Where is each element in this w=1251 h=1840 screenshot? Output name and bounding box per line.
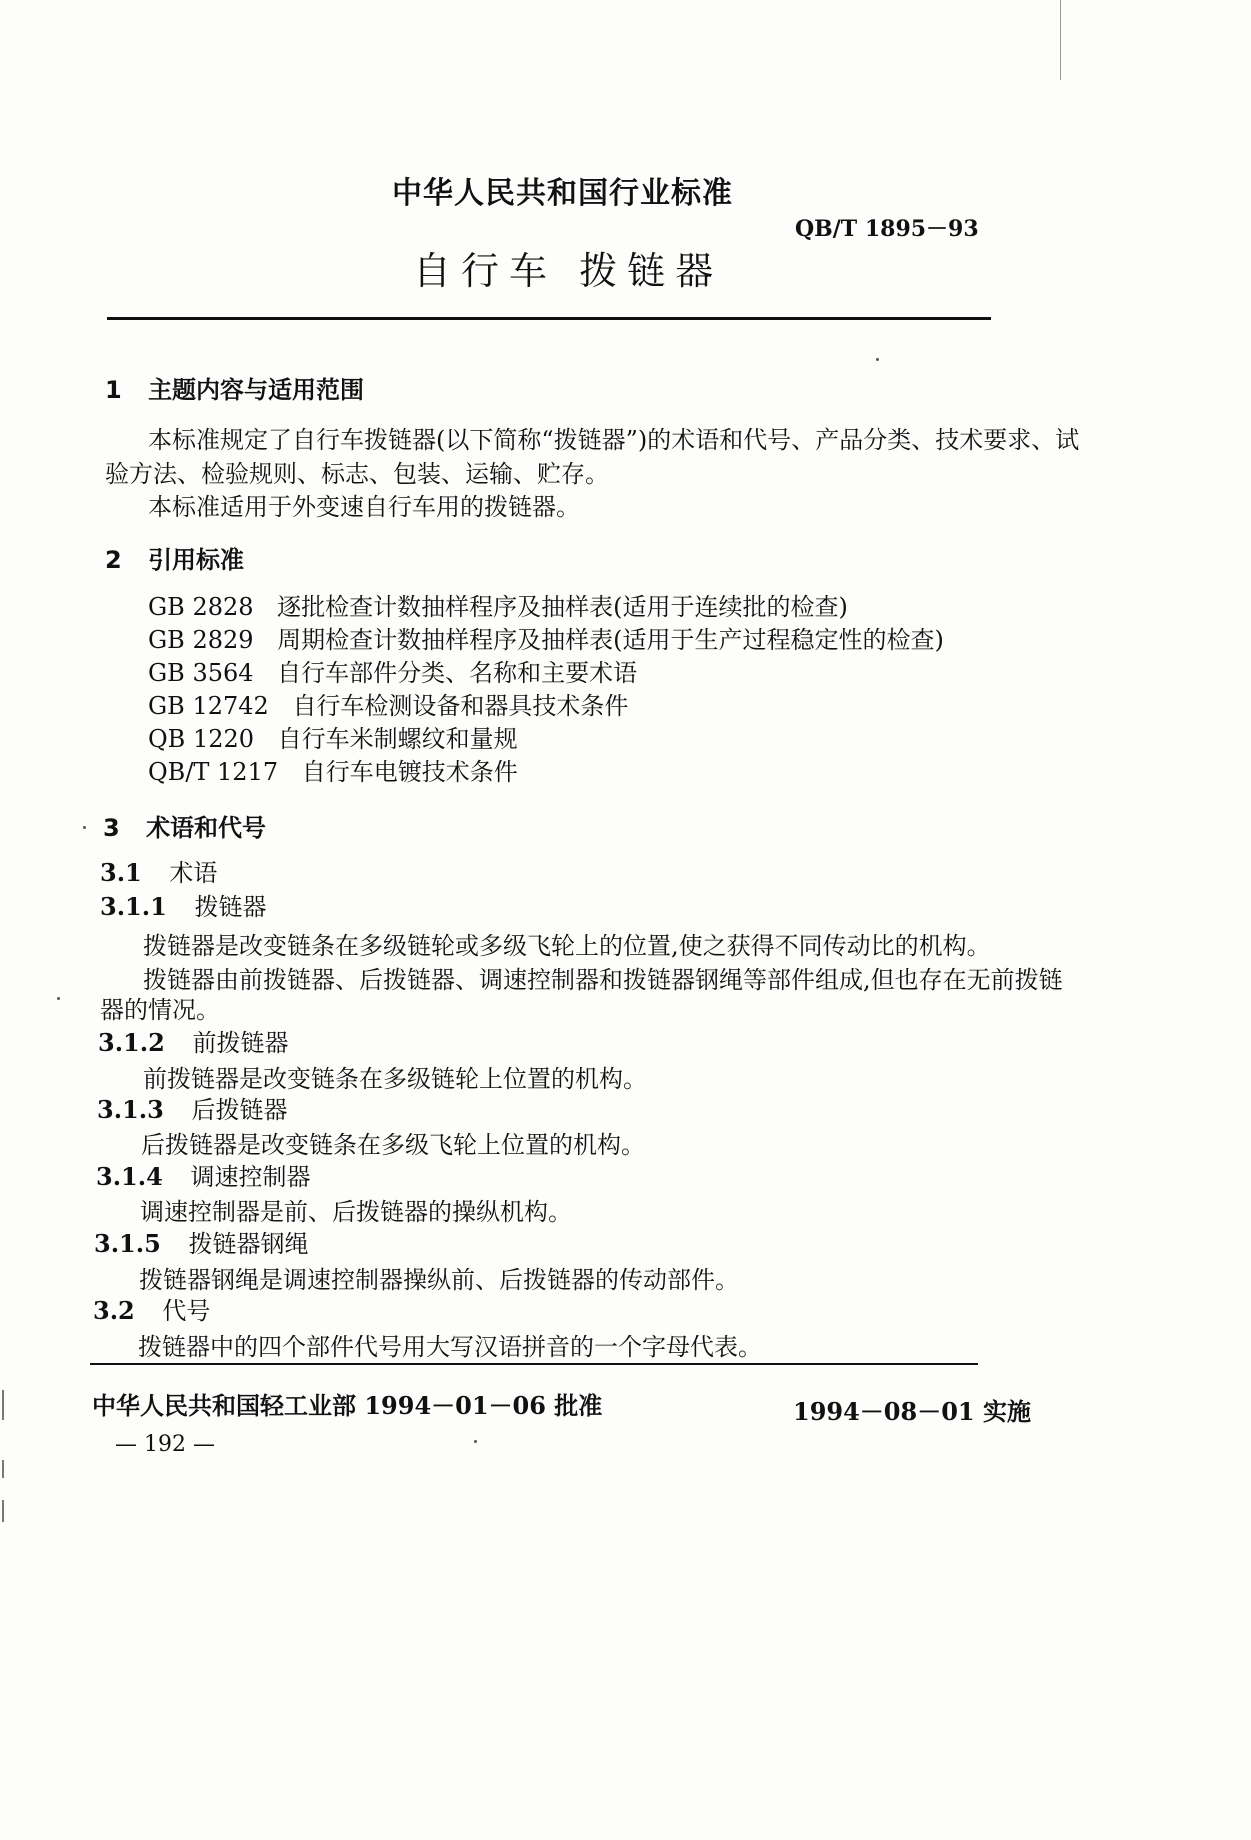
subsection-title: 后拨链器 (191, 1096, 288, 1124)
scan-edge-mark (2, 1500, 4, 1522)
scan-edge-mark (2, 1460, 4, 1478)
paragraph: 本标准适用于外变速自行车用的拨链器。 (148, 493, 580, 521)
document-title: 自行车 拨链器 (413, 249, 724, 293)
subsection-number: 3.1.3 (97, 1095, 164, 1124)
scan-speck (83, 826, 86, 829)
reference-name: 自行车部件分类、名称和主要术语 (277, 659, 638, 687)
paragraph: 调速控制器是前、后拨链器的操纵机构。 (140, 1198, 572, 1226)
subsection-title: 拨链器 (194, 893, 267, 921)
scan-speck (474, 1440, 477, 1443)
paragraph: 拨链器由前拨链器、后拨链器、调速控制器和拨链器钢绳等部件组成,但也存在无前拨链 (143, 966, 1063, 994)
paragraph: 器的情况。 (100, 996, 220, 1024)
section-title: 术语和代号 (146, 814, 267, 842)
paragraph: 验方法、检验规则、标志、包装、运输、贮存。 (105, 460, 609, 488)
subsection-heading (98, 1023, 288, 1063)
section-number: 3 (103, 814, 120, 842)
page-number: — 192 — (115, 1432, 215, 1457)
reference-name: 自行车检测设备和器具技术条件 (292, 692, 629, 720)
reference-name: 自行车米制螺纹和量规 (277, 725, 518, 753)
subsection-heading (96, 1157, 310, 1197)
subsection-title: 调速控制器 (190, 1163, 311, 1191)
subsection-number: 3.1.2 (98, 1028, 165, 1057)
section-title: 主题内容与适用范围 (148, 376, 365, 404)
paragraph: 后拨链器是改变链条在多级飞轮上位置的机构。 (141, 1131, 645, 1159)
footer-rule (90, 1363, 978, 1365)
reference-name: 逐批检查计数抽样程序及抽样表(适用于连续批的检查) (277, 593, 848, 621)
reference-code: QB 1220 (148, 725, 255, 753)
reference-code: GB 2829 (148, 626, 254, 654)
subsection-title: 代号 (162, 1297, 211, 1325)
scan-speck (876, 358, 879, 361)
subsection-heading (94, 1224, 308, 1264)
subsection-number: 3.2 (93, 1296, 135, 1325)
subsection-number: 3.1 (100, 858, 142, 887)
section-1-heading (105, 370, 364, 405)
paragraph: 拨链器中的四个部件代号用大写汉语拼音的一个字母代表。 (138, 1333, 762, 1361)
paragraph: 本标准规定了自行车拨链器(以下简称“拨链器”)的术语和代号、产品分类、技术要求、试 (148, 426, 1080, 454)
subsection-number: 3.1.1 (100, 892, 167, 921)
subsection-title: 前拨链器 (192, 1029, 289, 1057)
subsection-number: 3.1.5 (94, 1229, 161, 1258)
subsection-heading (100, 887, 266, 927)
section-3-heading (103, 808, 266, 843)
reference-code: GB 12742 (148, 692, 269, 720)
section-title: 引用标准 (148, 546, 245, 574)
effective-date: 1994－08－01 实施 (793, 1397, 1031, 1426)
reference-code: GB 2828 (148, 593, 254, 621)
scan-edge-mark (2, 1390, 4, 1420)
standard-code: QB/T 1895－93 (795, 216, 979, 242)
subsection-title: 拨链器钢绳 (188, 1230, 309, 1258)
reference-item (148, 752, 518, 792)
standard-agency: 中华人民共和国行业标准 (392, 176, 733, 211)
reference-name: 自行车电镀技术条件 (301, 758, 518, 786)
header-rule (107, 317, 991, 320)
subsection-heading (93, 1291, 210, 1331)
scan-speck (57, 997, 60, 1000)
paragraph: 前拨链器是改变链条在多级链轮上位置的机构。 (143, 1065, 647, 1093)
reference-code: GB 3564 (148, 659, 254, 687)
subsection-heading (97, 1090, 287, 1130)
paragraph: 拨链器是改变链条在多级链轮或多级飞轮上的位置,使之获得不同传动比的机构。 (143, 932, 991, 960)
approval-line: 中华人民共和国轻工业部 1994－01－06 批准 (92, 1391, 603, 1420)
paragraph: 拨链器钢绳是调速控制器操纵前、后拨链器的传动部件。 (139, 1266, 739, 1294)
section-number: 1 (105, 376, 122, 404)
section-2-heading (105, 540, 244, 575)
subsection-title: 术语 (169, 859, 218, 887)
reference-name: 周期检查计数抽样程序及抽样表(适用于生产过程稳定性的检查) (277, 626, 944, 654)
section-number: 2 (105, 546, 122, 574)
reference-code: QB/T 1217 (148, 758, 279, 786)
scan-edge-mark (1060, 0, 1061, 80)
subsection-number: 3.1.4 (96, 1162, 163, 1191)
